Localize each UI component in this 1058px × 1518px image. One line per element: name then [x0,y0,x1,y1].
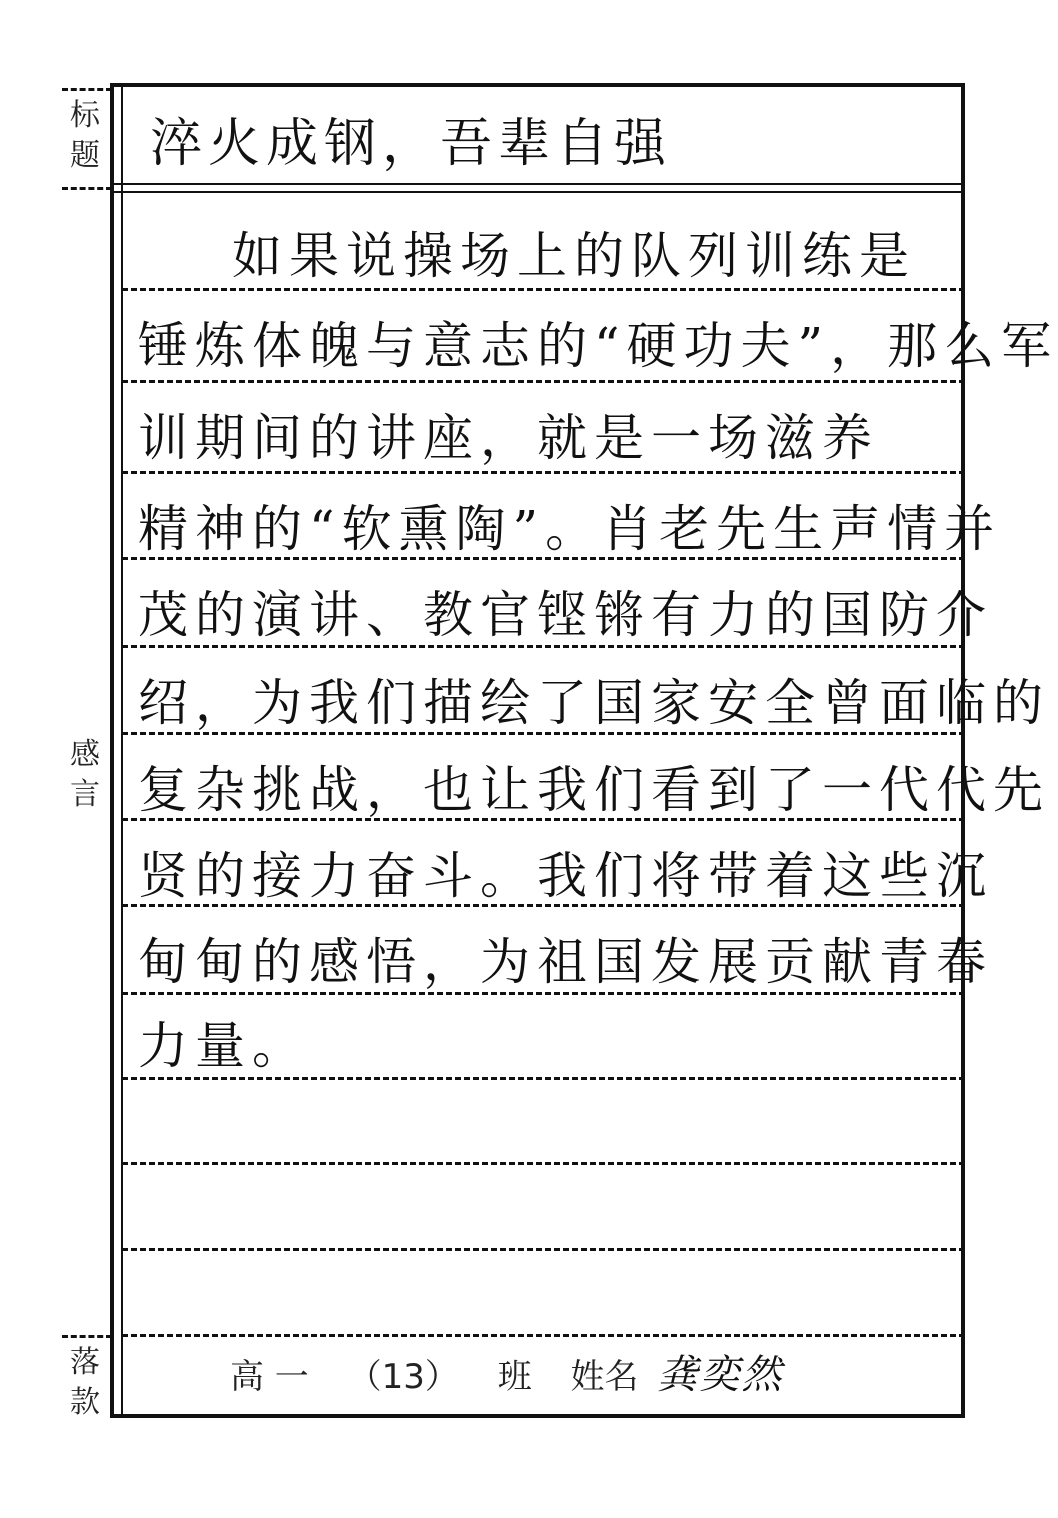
dashed-rule [122,992,965,995]
title-label-char: 题 [70,138,100,173]
dashed-rule [122,471,965,474]
dashed-rule [122,1248,965,1251]
dashed-rule [122,1077,965,1080]
name-label: 姓名 [570,1357,639,1397]
dashed-rule [122,557,965,560]
body-line: 精神的“软熏陶”。肖老先生声情并 [138,500,1002,558]
class-label: 班 [497,1357,532,1397]
title-underline [114,183,961,185]
dashed-rule [122,818,965,821]
margin-divider [62,187,112,190]
class-number: （13） [347,1357,459,1397]
title-label [62,96,108,176]
dashed-rule [122,904,965,907]
student-signature: 龚奕然 [657,1352,784,1398]
title-label-char: 标 [70,98,100,133]
dashed-rule [122,288,965,291]
frame-inner-border [121,83,123,1418]
dashed-rule [122,1162,965,1165]
body-line: 茂的演讲、教官铿锵有力的国防介 [138,586,993,644]
body-line: 贤的接力奋斗。我们将带着这些沉 [138,847,993,905]
dashed-rule [122,645,965,648]
signoff-label-char: 款 [70,1385,100,1420]
margin-divider [62,88,112,91]
signoff-label [62,1343,108,1423]
body-line: 训期间的讲座，就是一场滋养 [138,409,879,467]
dashed-rule [122,732,965,735]
body-line: 绍，为我们描绘了国家安全曾面临的 [138,674,1050,732]
body-line: 力量。 [138,1017,309,1075]
content-label-char: 感 [70,737,100,772]
signoff-line [230,1350,811,1402]
dashed-rule [122,1334,965,1337]
essay-title: 淬火成钢，吾辈自强 [150,114,673,174]
signoff-label-char: 落 [70,1345,100,1380]
body-line: 复杂挑战，也让我们看到了一代代先 [138,761,1050,819]
body-line: 甸甸的感悟，为祖国发展贡献青春 [138,933,993,991]
title-underline [114,191,961,193]
body-line: 如果说操场上的队列训练是 [232,227,916,285]
content-label [62,735,108,815]
body-line: 锤炼体魄与意志的“硬功夫”，那么军 [138,317,1058,375]
dashed-rule [122,380,965,383]
content-label-char: 言 [70,777,100,812]
grade: 高 一 [230,1357,309,1397]
margin-divider [62,1335,112,1338]
